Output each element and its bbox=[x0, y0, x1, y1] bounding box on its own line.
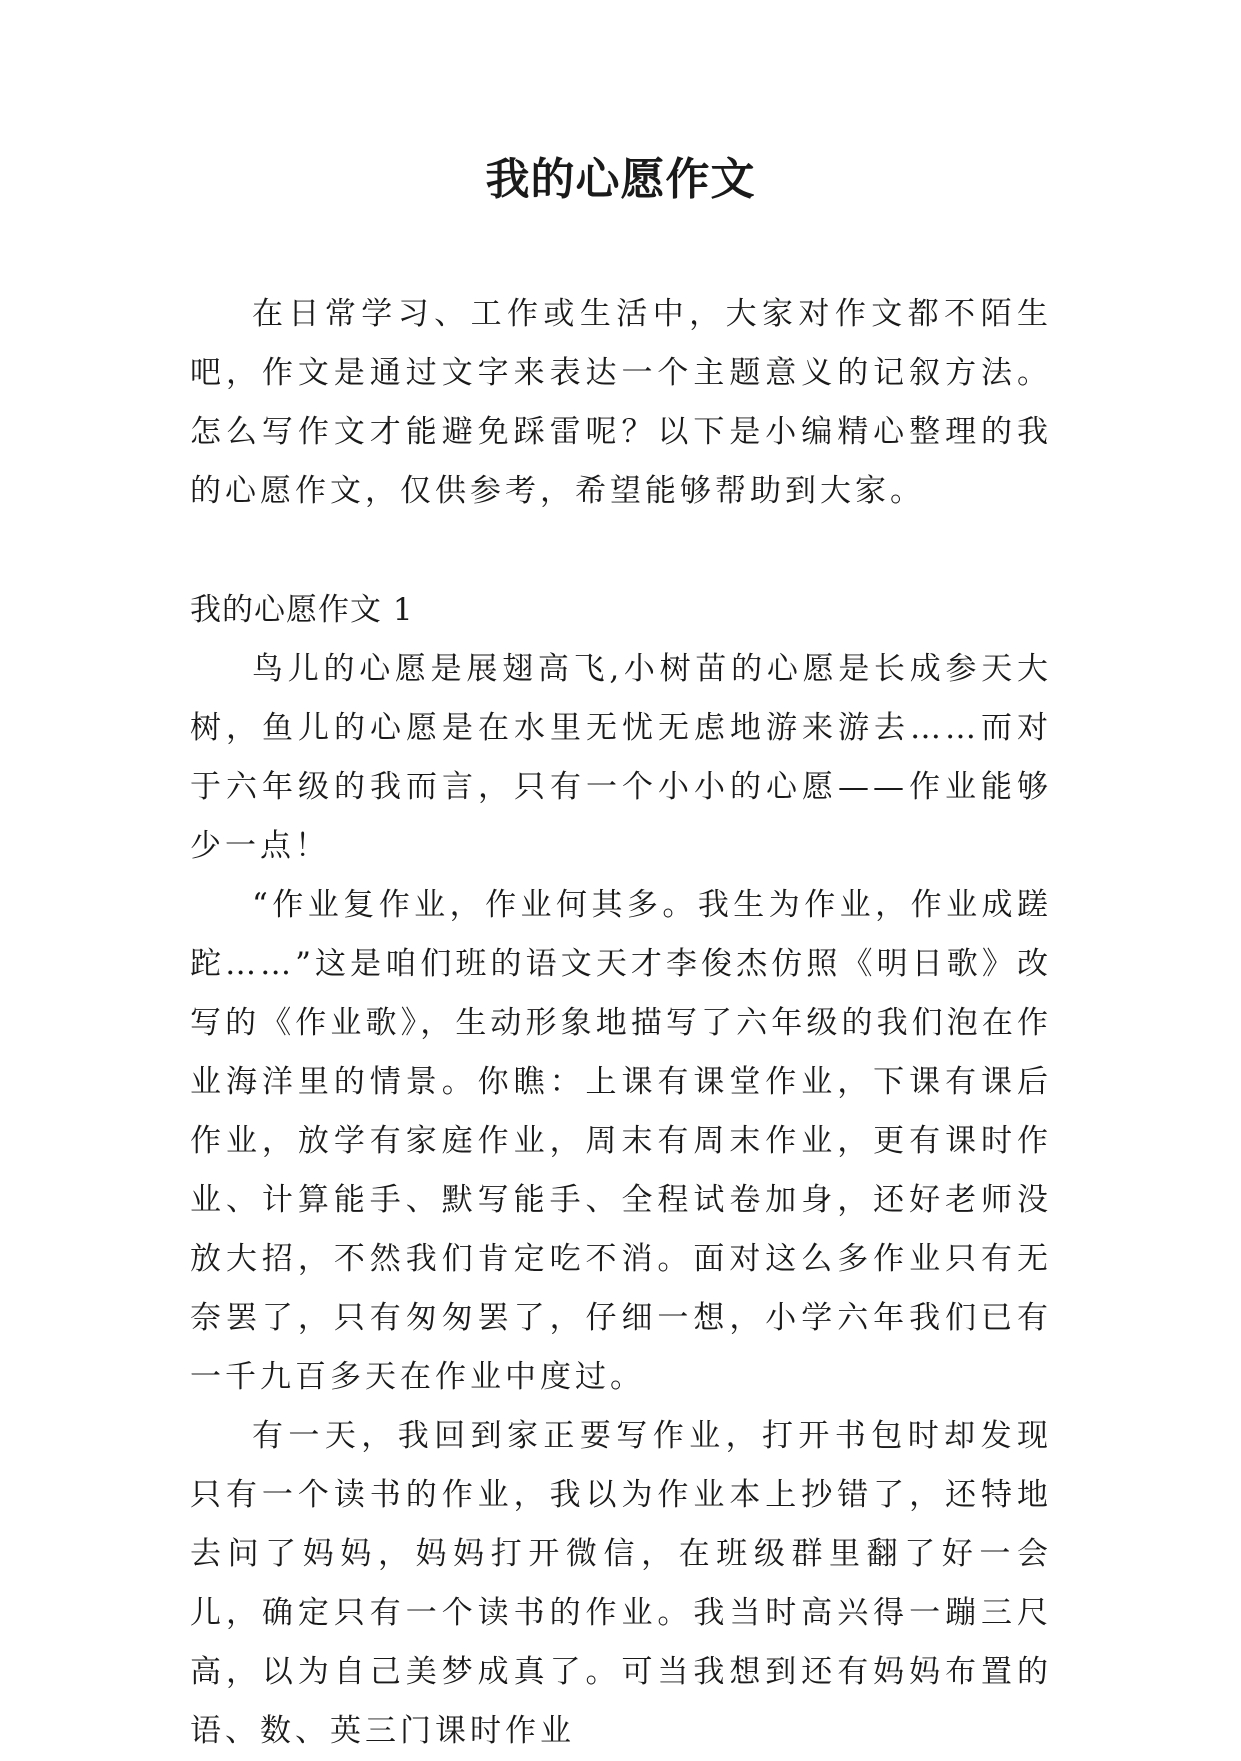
document-body bbox=[190, 285, 1052, 1761]
body-paragraph-2: “作业复作业，作业何其多。我生为作业，作业成蹉跎……”这是咱们班的语文天才李俊杰仿照《明日歌》改写的《作业歌》，生动形象地描写了六年级的我们泡在作业海洋里的情景。你瞧：上课有课堂作业，下课有课后作业，放学有家庭作业，周末有周末作业，更有课时作业、计算能手、默写能手、全程试卷加身，还好老师没放大招，不然我们肯定吃不消。面对这么多作业只有无奈罢了，只有匆匆罢了，仔细一想，小学六年我们已有一千九百多天在作业中度过。 bbox=[190, 887, 1052, 1395]
section-heading: 我的心愿作文 1 bbox=[190, 592, 414, 628]
intro-paragraph: 在日常学习、工作或生活中，大家对作文都不陌生吧，作文是通过文字来表达一个主题意义的记叙方法。怎么写作文才能避免踩雷呢？以下是小编精心整理的我的心愿作文，仅供参考，希望能够帮助到大家。 bbox=[190, 296, 1052, 509]
body-paragraph-1: 鸟儿的心愿是展翅高飞,小树苗的心愿是长成参天大树，鱼儿的心愿是在水里无忧无虑地游来游去……而对于六年级的我而言，只有一个小小的心愿——作业能够少一点！ bbox=[190, 651, 1052, 864]
document-title: 我的心愿作文 bbox=[485, 154, 756, 205]
body-paragraph-3: 有一天，我回到家正要写作业，打开书包时却发现只有一个读书的作业，我以为作业本上抄错了，还特地去问了妈妈，妈妈打开微信，在班级群里翻了好一会儿，确定只有一个读书的作业。我当时高兴得一蹦三尺高，以为自己美梦成真了。可当我想到还有妈妈布置的语、数、英三门课时作业 bbox=[190, 1418, 1052, 1749]
